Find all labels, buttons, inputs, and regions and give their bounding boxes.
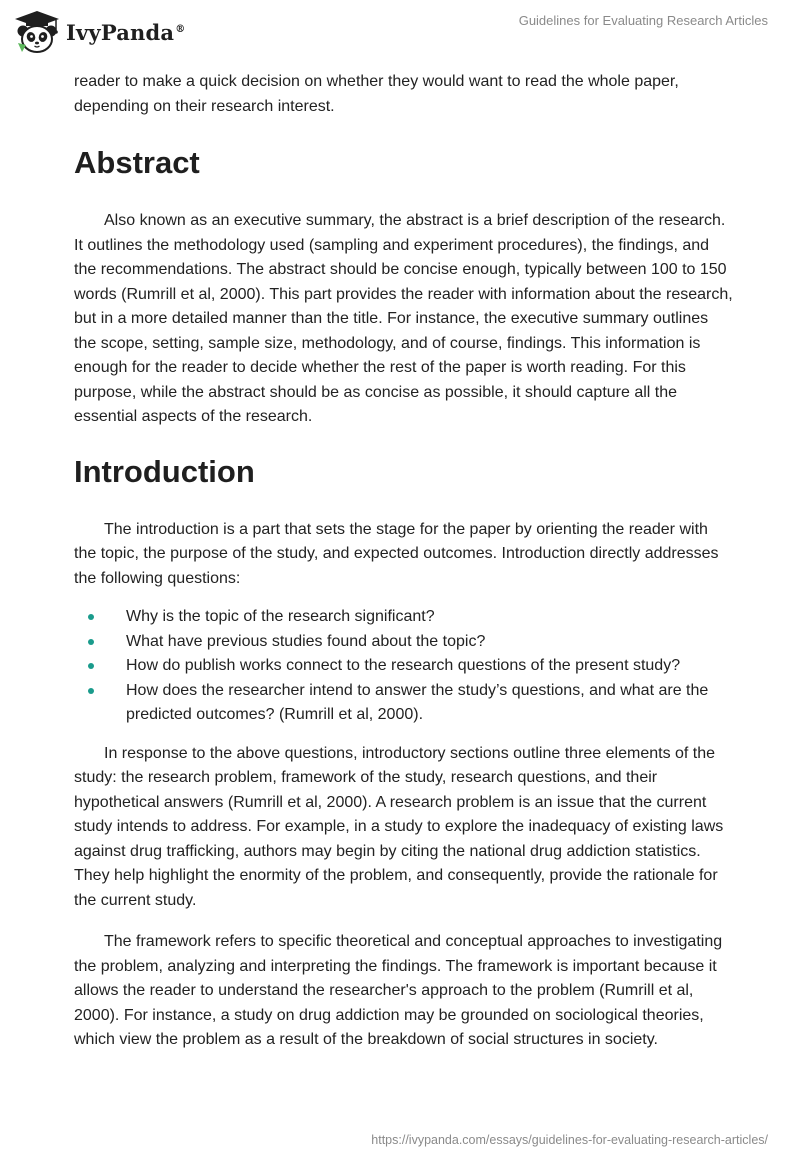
brand-name: IvyPanda® [66,19,186,45]
list-item [74,654,734,679]
questions-list [74,605,734,728]
paragraph-response: In response to the above questions, introductory sections outline three elements of the study: the research problem, framework of the study, research questions, and their hypothetical answers (Rumrill et al, 2000). A research problem is an issue that the current study intends to address. For example, in a study to explore the inadequacy of existing laws against drug trafficking, authors may begin by citing the national drug addiction statistics. They help highlight the enormity of the problem, and consequently, provide the rationale for the current study. [74,744,724,909]
bullet-dot-icon [88,663,94,669]
paragraph-intro-tail: reader to make a quick decision on whether they would want to read the whole paper, depending on their research interest. [74,73,679,115]
article-body [74,70,734,1053]
list-item [74,679,734,728]
list-item-text: How do publish works connect to the research questions of the present study? [126,657,681,674]
paragraph-introduction: The introduction is a part that sets the stage for the paper by orienting the reader with the topic, the purpose of the study, and expected outcomes. Introduction directly addresses the following questions: [74,520,719,587]
list-item-text: Why is the topic of the research significant? [126,608,435,625]
source-url[interactable]: https://ivypanda.com/essays/guidelines-for-evaluating-research-articles/ [371,1133,768,1147]
document-title: Guidelines for Evaluating Research Articles [518,13,768,28]
list-item-text: How does the researcher intend to answer the study’s questions, and what are the predicted outcomes? (Rumrill et al, 2000). [126,681,709,723]
heading-introduction: Introduction [74,453,255,489]
bullet-dot-icon [88,688,94,694]
paragraph-abstract: Also known as an executive summary, the abstract is a brief description of the research. It outlines the methodology used (sampling and experiment procedures), the findings, and the recommendations. The abstract should be concise enough, typically between 100 to 150 words (Rumrill et al, 2000). This part provides the reader with information about the research, but in a more detailed manner than the title. For instance, the executive summary outlines the scope, setting, sample size, methodology, and of course, findings. This information is enough for the reader to decide whether the rest of the paper is worth reading. For this purpose, while the abstract should be as concise as possible, it should capture all the essential aspects of the research. [74,212,733,425]
panda-graduate-icon [12,9,62,55]
list-item [74,605,734,630]
brand-logo[interactable] [12,8,185,56]
bullet-dot-icon [88,614,94,620]
bullet-dot-icon [88,639,94,645]
page-header [0,0,800,64]
list-item-text: What have previous studies found about the topic? [126,632,486,650]
list-item [74,630,734,655]
heading-abstract: Abstract [74,145,200,180]
paragraph-framework: The framework refers to specific theoretical and conceptual approaches to investigating the problem, analyzing and interpreting the findings. The framework is important because it allows the reader to understand the researcher's approach to the problem (Rumrill et al, 2000). For instance, a study on drug addiction may be grounded on sociological theories, which view the problem as a result of the breakdown of social structures in society. [74,933,723,1048]
